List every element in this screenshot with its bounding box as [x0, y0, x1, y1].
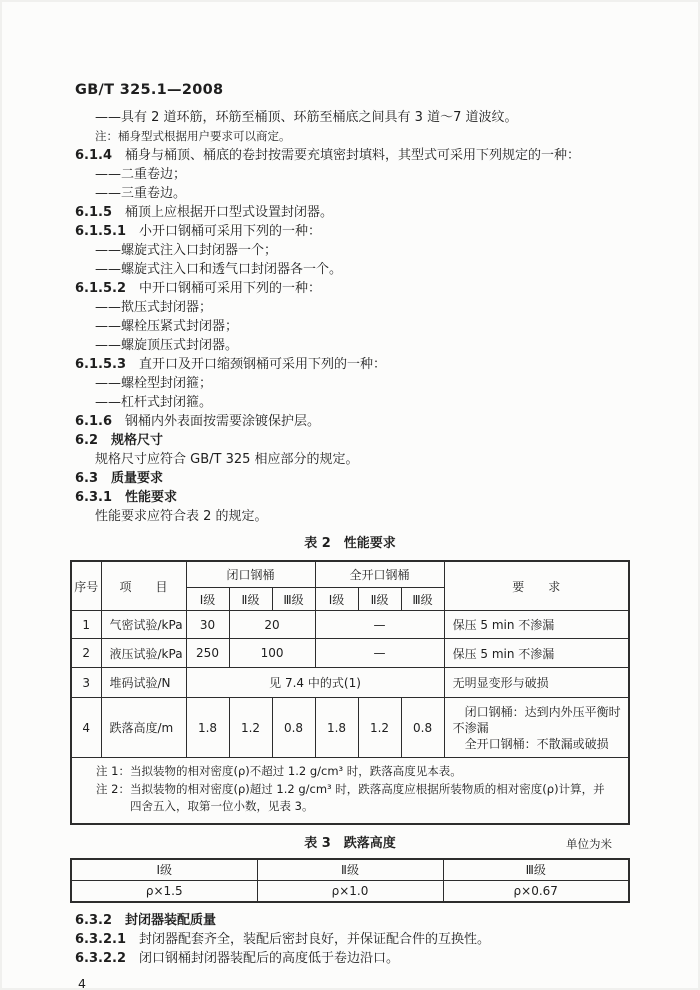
- clause-text: 桶顶上应根据开口型式设置封闭器。: [125, 205, 334, 220]
- table-notes-row: [71, 758, 629, 824]
- clause-number: 6.3.1: [75, 490, 113, 505]
- clause-number: 6.3: [75, 471, 99, 486]
- cell-value: —: [315, 639, 444, 668]
- cell-value: 250: [186, 639, 229, 668]
- col-header-no: 序号: [71, 561, 101, 611]
- cell-no: 4: [71, 698, 101, 758]
- body-paragraph: 性能要求应符合表 2 的规定。: [95, 509, 268, 524]
- cell-value: 0.8: [272, 698, 315, 758]
- clause-text: 钢桶内外表面按需要涂镀保护层。: [125, 414, 321, 429]
- clause-6-1-5-2: [75, 279, 630, 298]
- standard-number-header: GB/T 325.1—2008: [75, 82, 224, 98]
- clause-6-1-5-1: [75, 222, 630, 241]
- cell-requirement: [444, 698, 629, 758]
- heading-6-3-1: [75, 488, 630, 507]
- heading-6-3: [75, 469, 630, 488]
- body-line: ——螺栓压紧式封闭器；: [95, 319, 239, 334]
- clause-number: 6.3.2.1: [75, 931, 126, 947]
- cell-no: 1: [71, 611, 101, 639]
- clause-number: 6.3.2.2: [75, 950, 126, 966]
- clause-text: 桶身与桶顶、桶底的卷封按需要充填密封填料，其型式可采用下列规定的一种：: [125, 148, 581, 163]
- cell-value: ρ×0.67: [443, 880, 629, 902]
- cell-value: 1.2: [358, 698, 401, 758]
- clause-text: 小开口钢桶可采用下列的一种：: [139, 224, 322, 239]
- cell-no: 2: [71, 639, 101, 668]
- cell-value: ρ×1.0: [257, 880, 443, 902]
- table-header-row: [71, 859, 629, 881]
- body-line: ——杠杆式封闭箍。: [95, 395, 213, 410]
- requirement-line: 闭口钢桶：达到内外压平衡时不渗漏: [452, 704, 621, 735]
- clause-number: 6.1.6: [75, 414, 113, 429]
- clause-number: 6.1.5.2: [75, 281, 126, 296]
- cell-requirement: 无明显变形与破损: [444, 668, 629, 698]
- grade-header: Ⅰ级: [71, 859, 257, 881]
- page-number: 4: [78, 975, 86, 990]
- clause-number: 6.1.5.3: [75, 357, 126, 372]
- cell-item: 堆码试验/N: [101, 668, 186, 698]
- cell-value: 见 7.4 中的式(1): [186, 668, 444, 698]
- cell-requirement: 保压 5 min 不渗漏: [444, 639, 629, 668]
- body-line: ——具有 2 道环筋，环筋至桶顶、环筋至桶底之间具有 3 道～7 道波纹。: [95, 110, 518, 125]
- table-row: [71, 880, 629, 902]
- heading-text: 规格尺寸: [111, 433, 164, 448]
- clause-6-1-4: [75, 146, 630, 165]
- grade-header: Ⅲ级: [401, 588, 444, 611]
- body-note: 注：桶身型式根据用户要求可以商定。: [95, 129, 291, 143]
- clause-number: 6.2: [75, 433, 99, 448]
- table3-unit-label: 单位为米: [566, 836, 612, 851]
- clause-text: 封闭器配套齐全，装配后密封良好，并保证配合件的互换性。: [139, 931, 491, 947]
- table-row: [71, 698, 629, 758]
- cell-value: —: [315, 611, 444, 639]
- clause-number: 6.1.5: [75, 205, 113, 220]
- table-header-row: [71, 561, 629, 588]
- cell-value: 1.2: [229, 698, 272, 758]
- table-row: [71, 611, 629, 639]
- cell-requirement: 保压 5 min 不渗漏: [444, 611, 629, 639]
- table-row: [71, 668, 629, 698]
- heading-6-3-2: [75, 911, 630, 930]
- cell-value: 0.8: [401, 698, 444, 758]
- body-paragraph: 规格尺寸应符合 GB/T 325 相应部分的规定。: [95, 452, 359, 467]
- clause-6-3-2-1: [75, 930, 630, 949]
- grade-header: Ⅰ级: [186, 588, 229, 611]
- grade-header: Ⅱ级: [358, 588, 401, 611]
- cell-value: 1.8: [186, 698, 229, 758]
- clause-number: 6.3.2: [75, 912, 113, 928]
- requirement-line: 全开口钢桶：不散漏或破损: [464, 736, 609, 751]
- cell-no: 3: [71, 668, 101, 698]
- table3-caption: [70, 835, 630, 853]
- body-line: ——螺栓型封闭箍；: [95, 376, 213, 391]
- cell-value: 20: [229, 611, 315, 639]
- cell-value: ρ×1.5: [71, 880, 257, 902]
- table-note-1: 注 1：当拟装物的相对密度(ρ)不超过 1.2 g/cm³ 时，跌落高度见本表。: [96, 764, 462, 778]
- table-notes-cell: [71, 758, 629, 824]
- clause-text: 直开口及开口缩颈钢桶可采用下列的一种：: [139, 357, 387, 372]
- table-note-2: 注 2：当拟装物的相对密度(ρ)超过 1.2 g/cm³ 时，跌落高度应根据所装物质的相对密度(ρ)计算，并四舍五入，取第一位小数，见表 3。: [96, 781, 605, 813]
- body-line: ——三重卷边。: [95, 186, 187, 201]
- grade-header: Ⅰ级: [315, 588, 358, 611]
- cell-value: 100: [229, 639, 315, 668]
- cell-value: 30: [186, 611, 229, 639]
- cell-item: 跌落高度/m: [101, 698, 186, 758]
- clause-6-1-6: [75, 412, 630, 431]
- clause-6-1-5: [75, 203, 630, 222]
- heading-text: 质量要求: [111, 471, 164, 486]
- grade-header: Ⅲ级: [272, 588, 315, 611]
- heading-text: 性能要求: [125, 490, 178, 505]
- cell-value: 1.8: [315, 698, 358, 758]
- table-row: [71, 639, 629, 668]
- grade-header: Ⅱ级: [257, 859, 443, 881]
- clause-text: 闭口钢桶封闭器装配后的高度低于卷边沿口。: [139, 950, 400, 966]
- drop-height-table: [70, 858, 630, 903]
- clause-number: 6.1.5.1: [75, 224, 126, 239]
- body-line: ——二重卷边；: [95, 167, 187, 182]
- clause-text: 中开口钢桶可采用下列的一种：: [139, 281, 322, 296]
- heading-6-2: [75, 431, 630, 450]
- col-header-open-drum: 全开口钢桶: [315, 561, 444, 588]
- table2-title: 表 2 性能要求: [304, 536, 396, 551]
- grade-header: Ⅲ级: [443, 859, 629, 881]
- grade-header: Ⅱ级: [229, 588, 272, 611]
- body-line: ——螺旋顶压式封闭器。: [95, 338, 239, 353]
- clause-number: 6.1.4: [75, 148, 113, 163]
- heading-text: 封闭器装配质量: [125, 912, 217, 928]
- col-header-requirement: 要 求: [444, 561, 629, 611]
- body-line: ——揿压式封闭器；: [95, 300, 213, 315]
- table3-title: 表 3 跌落高度: [304, 835, 396, 851]
- performance-requirements-table: [70, 560, 630, 825]
- col-header-item: 项 目: [101, 561, 186, 611]
- body-line: ——螺旋式注入口封闭器一个；: [95, 243, 278, 258]
- cell-item: 液压试验/kPa: [101, 639, 186, 668]
- cell-item: 气密试验/kPa: [101, 611, 186, 639]
- col-header-closed-drum: 闭口钢桶: [186, 561, 315, 588]
- clause-6-3-2-2: [75, 949, 630, 968]
- body-line: ——螺旋式注入口和透气口封闭器各一个。: [95, 262, 343, 277]
- clause-6-1-5-3: [75, 355, 630, 374]
